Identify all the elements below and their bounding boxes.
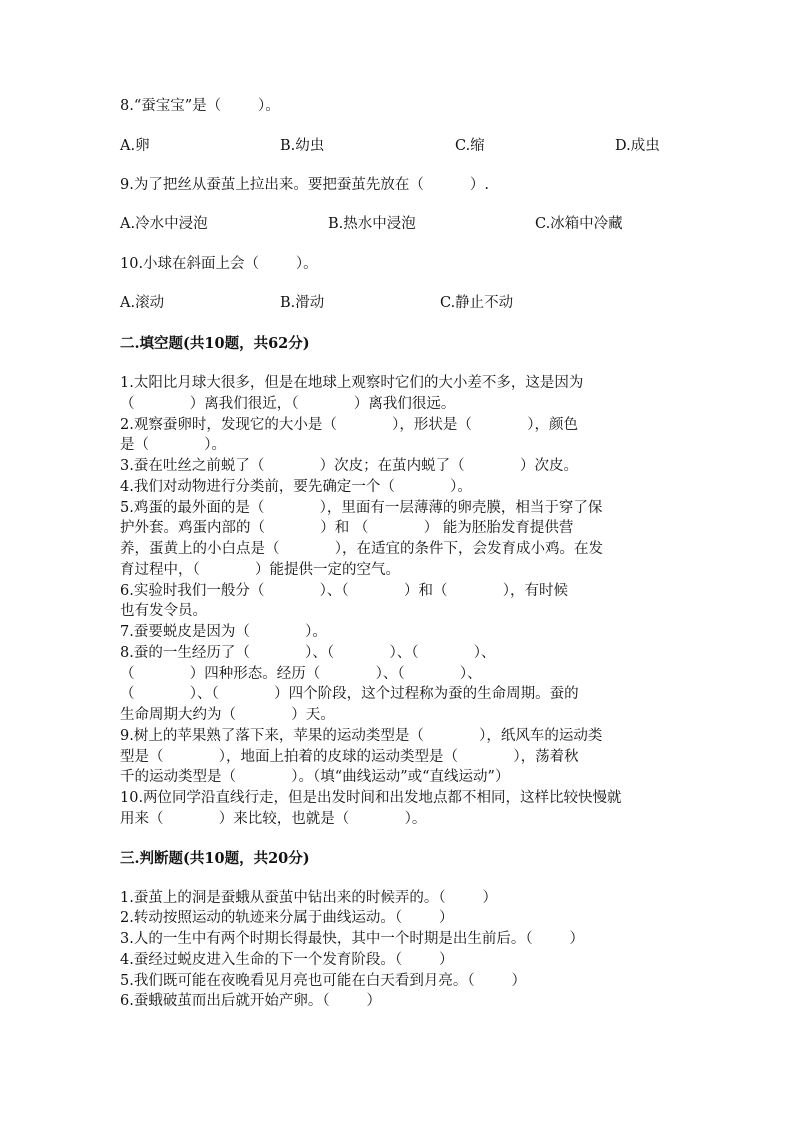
fill-line: 千的运动类型是（ ）。（填“曲线运动”或“直线运动”） bbox=[120, 769, 510, 785]
option-a: A.滚动 bbox=[120, 295, 165, 311]
fill-line: 3.蚕在吐丝之前蜕了（ ）次皮；在茧内蜕了（ ）次皮。 bbox=[120, 458, 578, 474]
fill-line: 10.两位同学沿直线行走，但是出发时间和出发地点都不相同，这样比较快慢就 bbox=[120, 790, 622, 806]
fill-line: 5.鸡蛋的最外面的是（ ），里面有一层薄薄的卵壳膜，相当于穿了保 bbox=[120, 500, 603, 516]
option-a: A.卵 bbox=[120, 138, 150, 154]
judge-line: 2.转动按照运动的轨迹来分属于曲线运动。（ ） bbox=[120, 910, 454, 926]
option-b: B.幼虫 bbox=[280, 138, 325, 154]
fill-line: 1.太阳比月球大很多，但是在地球上观察时它们的大小差不多，这是因为 bbox=[120, 375, 584, 391]
option-d: D.成虫 bbox=[615, 138, 660, 154]
option-c: C.缩 bbox=[455, 138, 485, 154]
fill-line: 2.观察蚕卵时，发现它的大小是（ ），形状是（ ），颜色 bbox=[120, 417, 578, 433]
option-b: B.热水中浸泡 bbox=[328, 216, 416, 232]
option-b: B.滑动 bbox=[280, 295, 325, 311]
judge-line: 4.蚕经过蜕皮进入生命的下一个发育阶段。（ ） bbox=[120, 952, 454, 968]
section-heading-judge: 三.判断题(共10题，共20分) bbox=[120, 850, 310, 867]
fill-line: （ ）四种形态。经历（ ）、（ ）、 bbox=[120, 666, 482, 682]
option-c: C.冰箱中冷藏 bbox=[535, 216, 623, 232]
fill-line: 是（ ）。 bbox=[120, 437, 227, 453]
fill-line: 8.蚕的一生经历了（ ）、（ ）、（ ）、 bbox=[120, 645, 496, 661]
fill-line: 也有发令员。 bbox=[120, 603, 207, 619]
option-a: A.冷水中浸泡 bbox=[120, 216, 208, 232]
fill-line: （ ）离我们很近，（ ）离我们很远。 bbox=[120, 396, 456, 412]
question-stem: 8.“蚕宝宝”是（ ）。 bbox=[120, 98, 280, 114]
judge-line: 1.蚕茧上的洞是蚕蛾从蚕茧中钻出来的时候弄的。（ ） bbox=[120, 890, 497, 906]
judge-line: 5.我们既可能在夜晚看见月亮也可能在白天看到月亮。（ ） bbox=[120, 973, 526, 989]
question-stem: 9.为了把丝从蚕茧上拉出来。要把蚕茧先放在（ ）. bbox=[120, 177, 490, 193]
fill-line: 养，蛋黄上的小白点是（ ），在适宜的条件下，会发育成小鸡。在发 bbox=[120, 541, 604, 557]
option-c: C.静止不动 bbox=[440, 295, 514, 311]
judge-line: 6.蚕蛾破茧而出后就开始产卵。（ ） bbox=[120, 993, 381, 1009]
fill-line: 型是（ ），地面上拍着的皮球的运动类型是（ ），荡着秋 bbox=[120, 749, 579, 765]
fill-line: 9.树上的苹果熟了落下来，苹果的运动类型是（ ），纸风车的运动类 bbox=[120, 728, 603, 744]
judge-line: 3.人的一生中有两个时期长得最快，其中一个时期是出生前后。（ ） bbox=[120, 931, 584, 947]
fill-line: 4.我们对动物进行分类前，要先确定一个（ ）。 bbox=[120, 479, 472, 495]
fill-line: 护外套。鸡蛋内部的（ ）和 （ ） 能为胚胎发育提供营 bbox=[120, 520, 574, 536]
question-stem: 10.小球在斜面上会（ ）。 bbox=[120, 256, 318, 272]
fill-line: 生命周期大约为（ ）天。 bbox=[120, 707, 335, 723]
fill-line: 育过程中，（ ）能提供一定的空气。 bbox=[120, 562, 401, 578]
fill-line: 6.实验时我们一般分（ ）、（ ）和（ ），有时候 bbox=[120, 583, 569, 599]
section-heading-fill: 二.填空题(共10题，共62分) bbox=[120, 335, 310, 352]
fill-line: 用来（ ）来比较，也就是（ ）。 bbox=[120, 811, 427, 827]
fill-line: （ ）、（ ）四个阶段，这个过程称为蚕的生命周期。蚕的 bbox=[120, 686, 579, 702]
fill-line: 7.蚕要蜕皮是因为（ ）。 bbox=[120, 624, 327, 640]
